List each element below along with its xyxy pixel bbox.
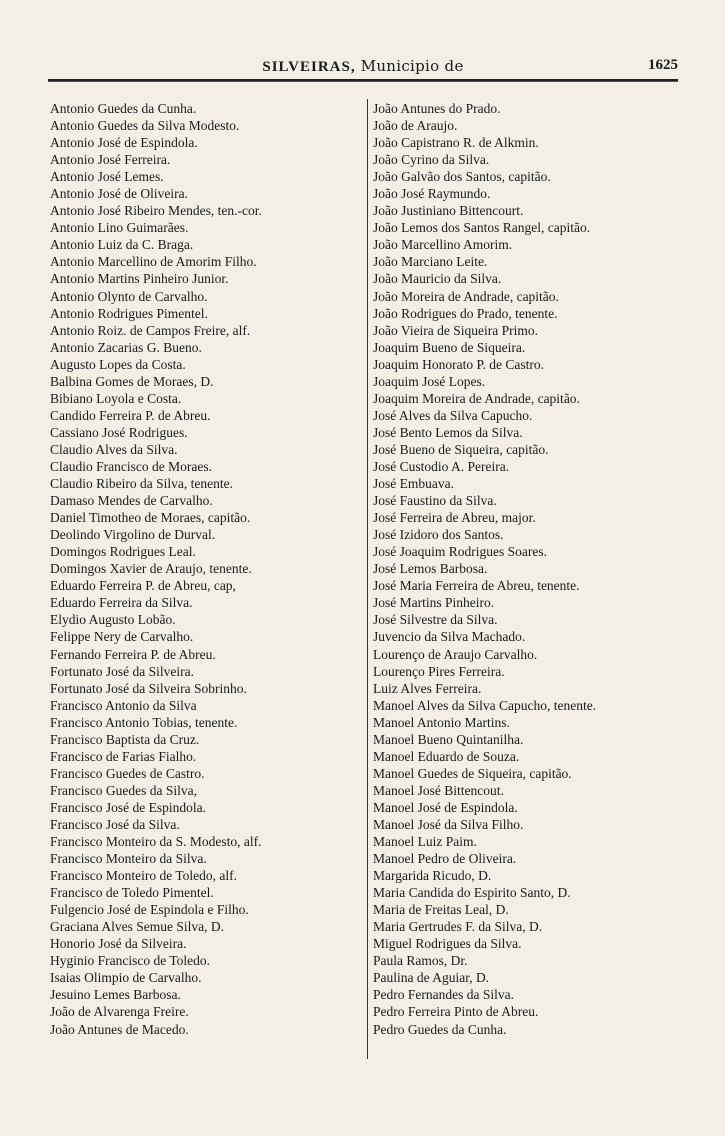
name-entry: Fernando Ferreira P. de Abreu. <box>50 646 216 662</box>
name-entry: Cassiano José Rodrigues. <box>50 424 188 440</box>
name-entry: Francisco Guedes da Silva, <box>50 782 197 798</box>
name-entry: Deolindo Virgolino de Durval. <box>50 527 216 543</box>
column-divider <box>367 99 368 1059</box>
name-entry: Manoel José de Espindola. <box>373 799 518 815</box>
name-entry: Pedro Guedes da Cunha. <box>373 1021 507 1037</box>
name-entry: José Maria Ferreira de Abreu, tenente. <box>373 578 580 594</box>
name-entry: Francisco Guedes de Castro. <box>50 765 205 781</box>
name-entry: Manoel Antonio Martins. <box>373 714 510 730</box>
name-entry: Antonio Guedes da Cunha. <box>50 101 197 116</box>
name-entry: Lourenço de Araujo Carvalho. <box>373 646 538 662</box>
name-entry: João Rodrigues do Prado, tenente. <box>373 305 558 321</box>
name-entry: João José Raymundo. <box>373 186 491 202</box>
name-entry: Manoel Guedes de Siqueira, capitão. <box>373 765 572 781</box>
name-entry: Manoel Pedro de Oliveira. <box>373 851 517 867</box>
name-entry: João Antunes do Prado. <box>373 101 501 116</box>
name-entry: Elydio Augusto Lobão. <box>50 612 176 628</box>
name-entry: João Antunes de Macedo. <box>50 1021 189 1037</box>
name-entry: Francisco de Farias Fialho. <box>50 748 197 764</box>
name-entry: Joaquim Honorato P. de Castro. <box>373 356 544 372</box>
name-entry: Francisco Antonio da Silva <box>50 697 197 713</box>
name-entry: Antonio Martins Pinheiro Junior. <box>50 271 229 287</box>
name-entry: Claudio Alves da Silva. <box>50 441 178 457</box>
name-entry: Balbina Gomes de Moraes, D. <box>50 373 214 389</box>
name-entry: Graciana Alves Semue Silva, D. <box>50 919 224 935</box>
name-entry: José Bueno de Siqueira, capitão. <box>373 441 549 457</box>
header-rule <box>48 79 678 82</box>
name-entry: Manoel José Bittencout. <box>373 782 504 798</box>
name-entry: Francisco Baptista da Cruz. <box>50 731 200 747</box>
name-entry: João Marciano Leite. <box>373 254 488 270</box>
name-entry: Isaias Olimpio de Carvalho. <box>50 970 202 986</box>
name-entry: Joaquim Moreira de Andrade, capitão. <box>373 390 580 406</box>
name-entry: João Vieira de Siqueira Primo. <box>373 322 539 338</box>
name-entry: Fulgencio José de Espindola e Filho. <box>50 902 249 918</box>
name-entry: Francisco de Toledo Pimentel. <box>50 885 214 901</box>
name-entry: João Galvão dos Santos, capitão. <box>373 169 551 185</box>
name-entry: João Capistrano R. de Alkmin. <box>373 135 539 151</box>
name-entry: João Marcellino Amorim. <box>373 237 513 253</box>
name-entry: Fortunato José da Silveira. <box>50 663 194 679</box>
name-entry: José Embuava. <box>373 476 454 492</box>
name-entry: Lourenço Pires Ferreira. <box>373 663 505 679</box>
name-entry: Manoel Luiz Paim. <box>373 834 477 850</box>
name-entry: Manoel José da Silva Filho. <box>373 816 524 832</box>
name-entry: Eduardo Ferreira P. de Abreu, cap, <box>50 578 236 594</box>
name-entry: Pedro Ferreira Pinto de Abreu. <box>373 1004 539 1020</box>
name-entry: Antonio José Lemes. <box>50 169 164 185</box>
name-entry: Paula Ramos, Dr. <box>373 953 468 969</box>
name-entry: José Izidoro dos Santos. <box>373 527 504 543</box>
name-entry: Manoel Alves da Silva Capucho, tenente. <box>373 697 597 713</box>
title-subtitle: Municipio de <box>355 57 464 75</box>
name-entry: Francisco Antonio Tobias, tenente. <box>50 714 238 730</box>
name-entry: Antonio José Ribeiro Mendes, ten.-cor. <box>50 203 262 219</box>
name-entry: Francisco Monteiro da Silva. <box>50 851 207 867</box>
name-entry: Manoel Eduardo de Souza. <box>373 748 520 764</box>
right-column <box>373 100 683 1038</box>
name-entry: Maria de Freitas Leal, D. <box>373 902 509 918</box>
name-entry: Antonio Zacarias G. Bueno. <box>50 339 202 355</box>
name-entry: Claudio Ribeiro da Silva, tenente. <box>50 476 233 492</box>
name-entry: Claudio Francisco de Moraes. <box>50 458 212 474</box>
name-entry: Domingos Rodrigues Leal. <box>50 544 196 560</box>
name-entry: João Lemos dos Santos Rangel, capitão. <box>373 220 591 236</box>
name-entry: Fortunato José da Silveira Sobrinho. <box>50 680 247 696</box>
name-entry: Eduardo Ferreira da Silva. <box>50 595 193 611</box>
name-entry: Honorio José da Silveira. <box>50 936 187 952</box>
name-entry: Joaquim Bueno de Siqueira. <box>373 339 526 355</box>
name-entry: José Bento Lemos da Silva. <box>373 424 523 440</box>
name-entry: Maria Candida do Espirito Santo, D. <box>373 885 571 901</box>
name-entry: Antonio Luiz da C. Braga. <box>50 237 194 253</box>
name-entry: Antonio Rodrigues Pimentel. <box>50 305 208 321</box>
name-entry: Daniel Timotheo de Moraes, capitão. <box>50 510 251 526</box>
name-entry: Francisco Monteiro da S. Modesto, alf. <box>50 834 262 850</box>
name-entry: Antonio José de Espindola. <box>50 135 198 151</box>
name-entry: José Martins Pinheiro. <box>373 595 495 611</box>
name-entry: Jesuino Lemes Barbosa. <box>50 987 181 1003</box>
name-entry: José Joaquim Rodrigues Soares. <box>373 544 547 560</box>
name-entry: José Ferreira de Abreu, major. <box>373 510 536 526</box>
name-entry: Antonio José Ferreira. <box>50 152 171 168</box>
name-entry: Domingos Xavier de Araujo, tenente. <box>50 561 252 577</box>
name-entry: Margarida Ricudo, D. <box>373 868 492 884</box>
name-entry: Antonio Olynto de Carvalho. <box>50 288 208 304</box>
name-entry: José Alves da Silva Capucho. <box>373 407 533 423</box>
name-entry: José Faustino da Silva. <box>373 493 497 509</box>
page-title <box>48 57 678 76</box>
name-entry: Francisco José da Silva. <box>50 816 180 832</box>
name-entry: Maria Gertrudes F. da Silva, D. <box>373 919 543 935</box>
page-number: 1625 <box>648 57 678 73</box>
name-entry: Pedro Fernandes da Silva. <box>373 987 514 1003</box>
name-entry: Antonio Lino Guimarães. <box>50 220 189 236</box>
left-column <box>50 100 365 1038</box>
name-entry: Hyginio Francisco de Toledo. <box>50 953 211 969</box>
name-entry: José Custodio A. Pereira. <box>373 458 510 474</box>
name-entry: Damaso Mendes de Carvalho. <box>50 493 213 509</box>
name-entry: Antonio José de Oliveira. <box>50 186 188 202</box>
name-entry: Candido Ferreira P. de Abreu. <box>50 407 211 423</box>
name-entry: Antonio Guedes da Silva Modesto. <box>50 118 240 134</box>
name-entry: Felippe Nery de Carvalho. <box>50 629 194 645</box>
name-entry: Luiz Alves Ferreira. <box>373 680 482 696</box>
name-entry: João Moreira de Andrade, capitão. <box>373 288 559 304</box>
name-entry: Joaquim José Lopes. <box>373 373 486 389</box>
name-entry: José Silvestre da Silva. <box>373 612 498 628</box>
name-entry: Bibiano Loyola e Costa. <box>50 390 182 406</box>
name-entry: João Justiniano Bittencourt. <box>373 203 524 219</box>
name-entry: João Cyrino da Silva. <box>373 152 490 168</box>
name-entry: João Mauricio da Silva. <box>373 271 502 287</box>
name-entry: Antonio Marcellino de Amorim Filho. <box>50 254 257 270</box>
name-entry: Miguel Rodrigues da Silva. <box>373 936 522 952</box>
name-entry: Paulina de Aguiar, D. <box>373 970 490 986</box>
name-entry: Juvencio da Silva Machado. <box>373 629 526 645</box>
title-municipality: SILVEIRAS, <box>262 59 356 75</box>
name-entry: Manoel Bueno Quintanilha. <box>373 731 524 747</box>
name-entry: Francisco José de Espindola. <box>50 799 206 815</box>
name-entry: Antonio Roiz. de Campos Freire, alf. <box>50 322 251 338</box>
name-entry: Augusto Lopes da Costa. <box>50 356 186 372</box>
name-entry: João de Alvarenga Freire. <box>50 1004 189 1020</box>
name-entry: José Lemos Barbosa. <box>373 561 488 577</box>
name-entry: Francisco Monteiro de Toledo, alf. <box>50 868 238 884</box>
name-entry: João de Araujo. <box>373 118 458 134</box>
page-header <box>48 57 678 81</box>
